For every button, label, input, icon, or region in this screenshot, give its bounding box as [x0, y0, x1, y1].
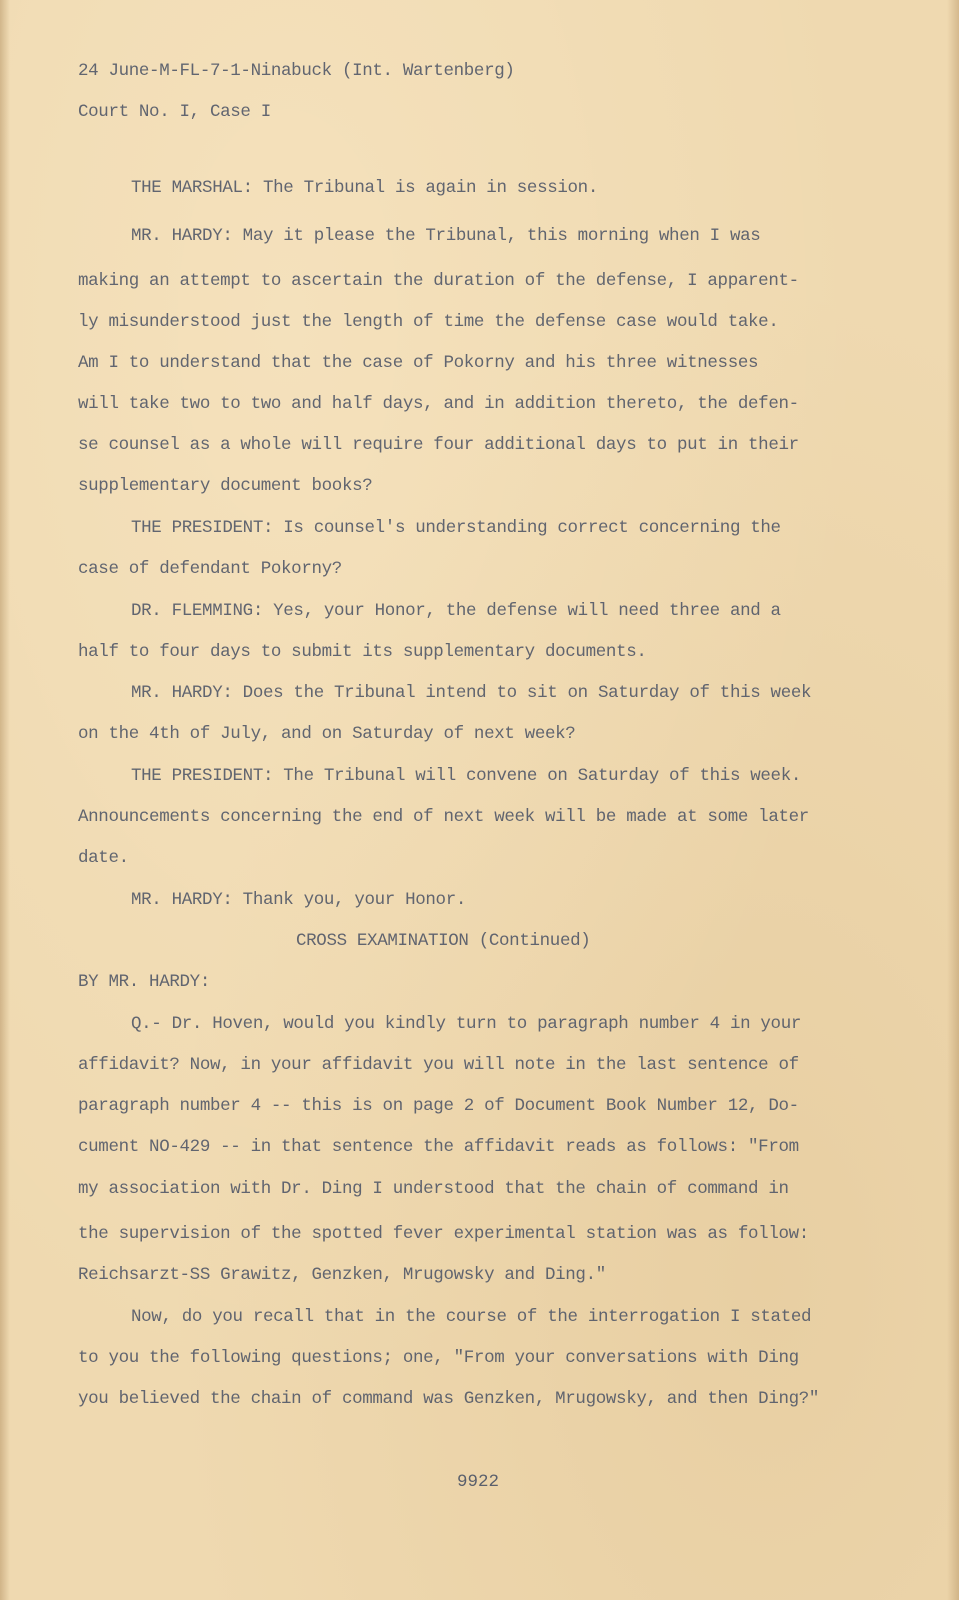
text-line: will take two to two and half days, and in addition thereto, the defen- — [78, 394, 799, 414]
text-line: paragraph number 4 -- this is on page 2 of Document Book Number 12, Do- — [78, 1096, 799, 1116]
text-line: affidavit? Now, in your affidavit you will note in the last sentence of — [78, 1055, 799, 1075]
page-left-edge-shadow — [0, 0, 10, 1600]
text-line: DR. FLEMMING: Yes, your Honor, the defense will need three and a — [131, 601, 781, 621]
text-line: supplementary document books? — [78, 476, 373, 496]
text-line: se counsel as a whole will require four additional days to put in their — [78, 435, 799, 455]
section-heading: CROSS EXAMINATION (Continued) — [296, 931, 591, 951]
text-line: on the 4th of July, and on Saturday of next week? — [78, 724, 576, 744]
text-line: Am I to understand that the case of Pokorny and his three witnesses — [78, 353, 759, 373]
text-line: half to four days to submit its supplementary documents. — [78, 642, 647, 662]
text-line: ly misunderstood just the length of time the defense case would take. — [78, 312, 779, 332]
text-line: making an attempt to ascertain the duration of the defense, I apparent- — [78, 271, 799, 291]
text-line: THE PRESIDENT: Is counsel's understanding correct concerning the — [131, 518, 781, 538]
text-line: case of defendant Pokorny? — [78, 559, 342, 579]
text-line: MR. HARDY: Does the Tribunal intend to sit on Saturday of this week — [131, 683, 812, 703]
text-line: MR. HARDY: Thank you, your Honor. — [131, 890, 467, 910]
text-line: Q.- Dr. Hoven, would you kindly turn to paragraph number 4 in your — [131, 1014, 802, 1034]
page-number: 9922 — [456, 1472, 499, 1492]
text-line: cument NO-429 -- in that sentence the affidavit reads as follows: "From — [78, 1137, 799, 1157]
text-line: THE MARSHAL: The Tribunal is again in session. — [131, 178, 598, 198]
page-right-edge-shadow — [947, 0, 959, 1600]
text-line: the supervision of the spotted fever experimental station was as follow: — [78, 1224, 809, 1244]
examiner-line: BY MR. HARDY: — [78, 972, 210, 992]
text-line: THE PRESIDENT: The Tribunal will convene on Saturday of this week. — [131, 766, 802, 786]
text-line: to you the following questions; one, "From your conversations with Ding — [78, 1348, 799, 1368]
header-line-2: Court No. I, Case I — [78, 102, 271, 122]
text-line: Reichsarzt-SS Grawitz, Genzken, Mrugowsky and Ding." — [78, 1265, 606, 1285]
text-line: Announcements concerning the end of next week will be made at some later — [78, 807, 809, 827]
text-line: MR. HARDY: May it please the Tribunal, this morning when I was — [131, 226, 761, 246]
text-line: my association with Dr. Ding I understood that the chain of command in — [78, 1179, 789, 1199]
text-line: date. — [78, 848, 129, 868]
header-line-1: 24 June-M-FL-7-1-Ninabuck (Int. Wartenberg) — [78, 61, 515, 81]
text-line: Now, do you recall that in the course of the interrogation I stated — [131, 1307, 812, 1327]
text-line: you believed the chain of command was Genzken, Mrugowsky, and then Ding?" — [78, 1389, 820, 1409]
